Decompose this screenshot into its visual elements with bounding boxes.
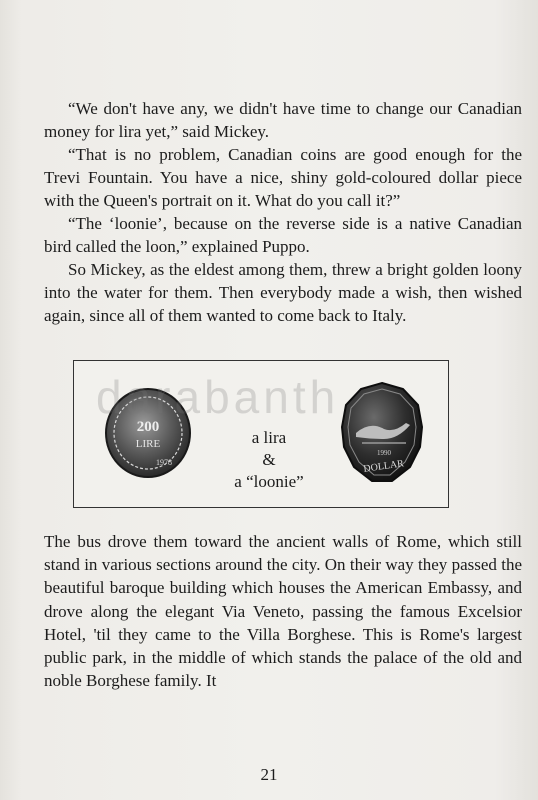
- watermark-text: darabanth: [96, 371, 340, 423]
- caption-line: &: [262, 450, 276, 469]
- paragraph: The bus drove them toward the ancient walls of Rome, which still stand in various sections around the city. On their way they passed the beautiful baroque building which houses the American Embassy, and drove along the elegant Via Veneto, passing the famous Excelsior Hotel, 'til they came to the Villa Borghese. This is Rome's largest public park, in the middle of which stands the palace of the old and noble Borghese family. It: [44, 532, 522, 691]
- lira-coin-image: [104, 387, 192, 479]
- svg-text:200: 200: [136, 419, 160, 435]
- page-number: 21: [260, 765, 278, 784]
- paragraph: “That is no problem, Canadian coins are good enough for the Trevi Fountain. You have a nice, shiny gold-coloured dollar piece with the Queen's portrait on it. What do you call it?”: [44, 145, 522, 211]
- paragraph: “We don't have any, we didn't have time to change our Canadian money for lira yet,” said Mickey.: [44, 99, 522, 142]
- coin-illustration-box: [73, 360, 449, 508]
- svg-text:1990: 1990: [377, 449, 391, 457]
- svg-text:1978: 1978: [156, 458, 172, 467]
- figure-caption: [214, 427, 324, 493]
- paragraph: “The ‘loonie’, because on the reverse side is a native Canadian bird called the loon,” explained Puppo.: [44, 214, 522, 257]
- loonie-coin-image: [340, 381, 424, 485]
- caption-line: a “loonie”: [234, 472, 304, 491]
- caption-line: a lira: [251, 428, 287, 447]
- svg-text:LIRE: LIRE: [135, 438, 161, 450]
- svg-text:DOLLAR: DOLLAR: [362, 458, 405, 475]
- paragraph: So Mickey, as the eldest among them, threw a bright golden loony into the water for them. Then everybody made a wish, then wished again, since all of them wanted to come back to Italy.: [44, 260, 522, 326]
